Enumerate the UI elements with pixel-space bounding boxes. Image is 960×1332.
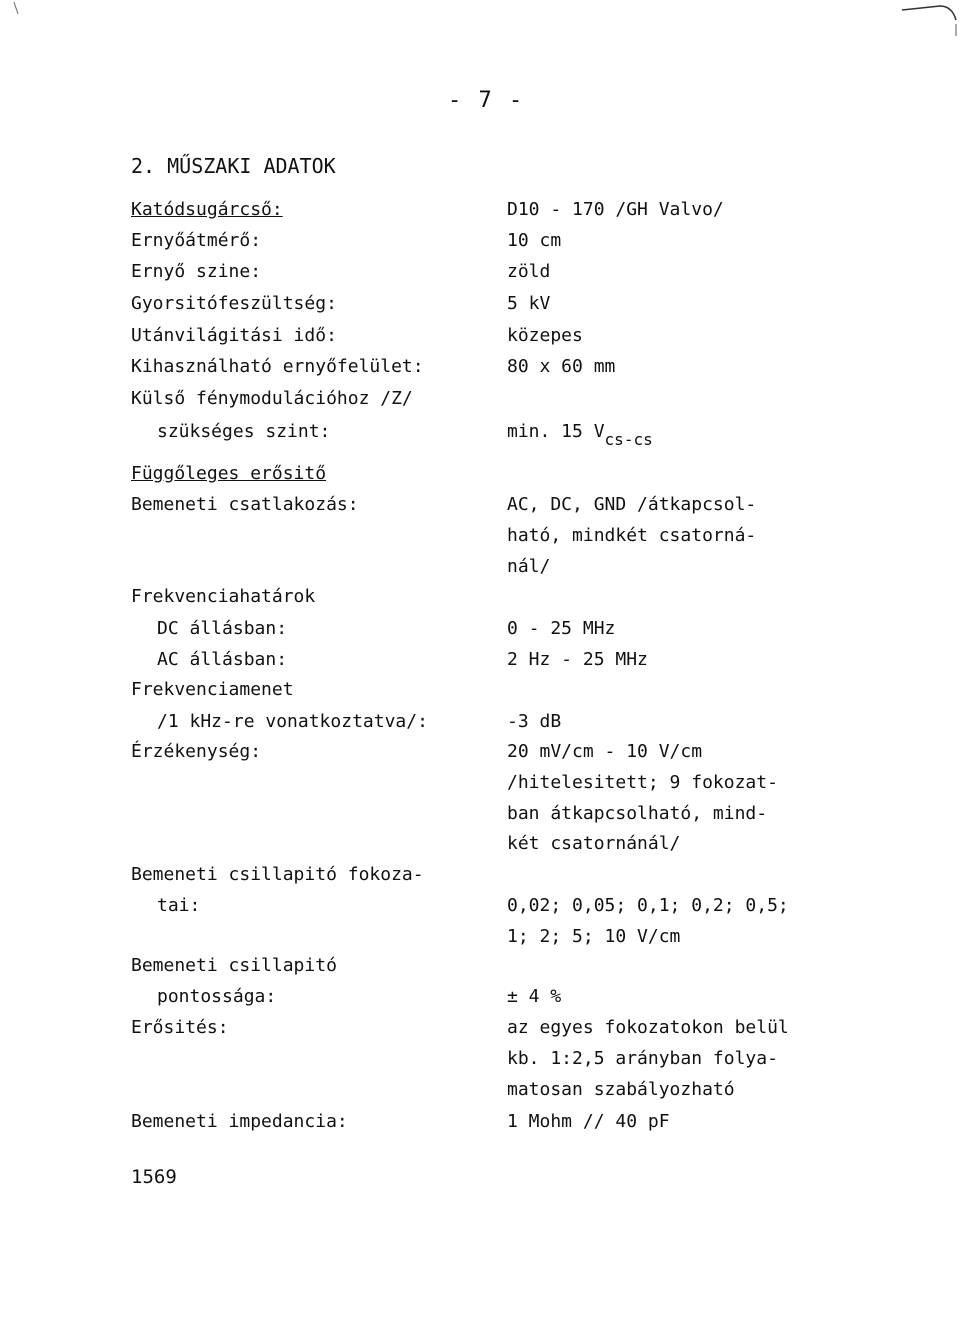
value-input-connection-1: AC, DC, GND /átkapcsol-	[507, 494, 757, 515]
page-number: - 7 -	[448, 88, 525, 113]
label-frequency-limits: Frekvenciahatárok	[131, 586, 316, 607]
value-sensitivity-2: /hitelesitett; 9 fokozat-	[507, 772, 778, 793]
label-external-modulation-cont: szükséges szint:	[157, 421, 331, 442]
value-screen-color: zöld	[507, 261, 551, 282]
label-screen-color: Ernyő szine:	[131, 261, 262, 282]
value-input-connection-2: ható, mindkét csatorná-	[507, 525, 757, 546]
label-attenuator-accuracy: Bemeneti csillapitó	[131, 955, 337, 976]
label-input-impedance: Bemeneti impedancia:	[131, 1111, 348, 1132]
value-external-modulation	[507, 420, 653, 449]
value-sensitivity-1: 20 mV/cm - 10 V/cm	[507, 741, 703, 762]
label-cathode-ray-tube: Katódsugárcső:	[131, 199, 283, 220]
label-usable-screen-area: Kihasználható ernyőfelület:	[131, 356, 424, 377]
value-gain-1: az egyes fokozatokon belül	[507, 1017, 789, 1038]
value-accelerating-voltage: 5 kV	[507, 293, 551, 314]
label-accelerating-voltage: Gyorsitófeszültség:	[131, 293, 337, 314]
value-external-modulation-sub: cs-cs	[604, 430, 653, 449]
value-attenuator-steps-1: 0,02; 0,05; 0,1; 0,2; 0,5;	[507, 895, 789, 916]
value-attenuator-steps-2: 1; 2; 5; 10 V/cm	[507, 926, 681, 947]
value-screen-diameter: 10 cm	[507, 230, 562, 251]
label-gain: Erősités:	[131, 1017, 229, 1038]
value-usable-screen-area: 80 x 60 mm	[507, 356, 616, 377]
label-frequency-response: Frekvenciamenet	[131, 679, 294, 700]
label-attenuator-steps-cont: tai:	[157, 895, 201, 916]
value-sensitivity-4: két csatornánál/	[507, 833, 681, 854]
label-frequency-reference: /1 kHz-re vonatkoztatva/:	[157, 711, 428, 732]
label-attenuator-accuracy-cont: pontossága:	[157, 986, 277, 1007]
label-screen-diameter: Ernyőátmérő:	[131, 230, 262, 251]
scan-dot-icon	[10, 0, 24, 18]
value-gain-3: matosan szabályozható	[507, 1079, 735, 1100]
label-sensitivity: Érzékenység:	[131, 741, 262, 762]
label-ac-position: AC állásban:	[157, 649, 288, 670]
label-dc-position: DC állásban:	[157, 618, 288, 639]
label-afterglow-time: Utánvilágitási idő:	[131, 325, 337, 346]
value-input-impedance: 1 Mohm // 40 pF	[507, 1111, 670, 1132]
label-input-connection: Bemeneti csatlakozás:	[131, 494, 359, 515]
value-dc-position: 0 - 25 MHz	[507, 618, 616, 639]
heading-vertical-amplifier: Függőleges erősitő	[131, 463, 327, 484]
section-title: 2. MŰSZAKI ADATOK	[131, 154, 336, 178]
value-ac-position: 2 Hz - 25 MHz	[507, 649, 648, 670]
value-frequency-response: -3 dB	[507, 711, 562, 732]
value-input-connection-3: nál/	[507, 556, 551, 577]
value-attenuator-accuracy: ± 4 %	[507, 986, 562, 1007]
value-afterglow-time: közepes	[507, 325, 583, 346]
label-external-modulation: Külső fénymodulációhoz /Z/	[131, 388, 413, 409]
scan-mark-icon	[900, 0, 960, 40]
value-gain-2: kb. 1:2,5 arányban folya-	[507, 1048, 778, 1069]
value-sensitivity-3: ban átkapcsolható, mind-	[507, 803, 768, 824]
value-cathode-ray-tube: D10 - 170 /GH Valvo/	[507, 199, 724, 220]
label-attenuator-steps: Bemeneti csillapitó fokoza-	[131, 864, 424, 885]
value-external-modulation-main: min. 15 V	[507, 421, 605, 442]
footer-code: 1569	[131, 1166, 177, 1188]
